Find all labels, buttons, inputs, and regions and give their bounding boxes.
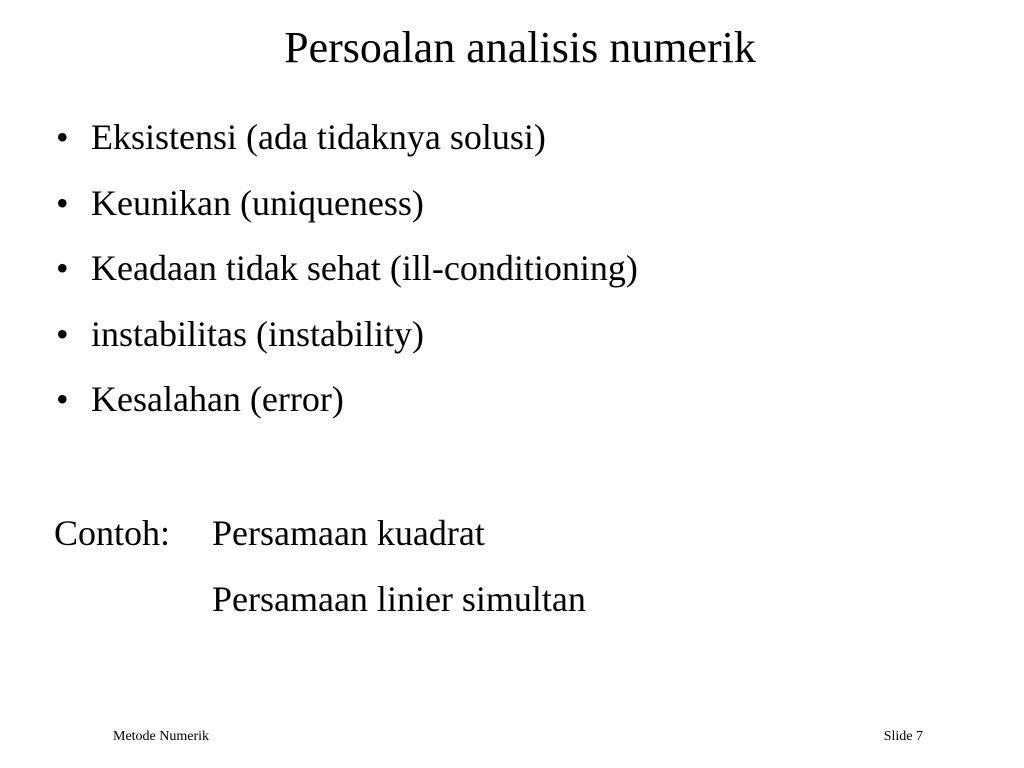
bullet-text: Kesalahan (error)	[91, 379, 344, 419]
example-item: Persamaan kuadrat	[212, 513, 485, 553]
example-item: Persamaan linier simultan	[212, 579, 586, 619]
bullet-item	[56, 367, 638, 433]
bullet-list	[56, 105, 638, 433]
example-label: Contoh:	[54, 513, 171, 553]
bullet-icon: •	[56, 313, 69, 354]
bullet-icon: •	[56, 182, 69, 223]
bullet-item	[56, 302, 638, 368]
footer-course-name: Metode Numerik	[113, 729, 210, 744]
bullet-item	[56, 236, 638, 302]
bullet-text: instabilitas (instability)	[91, 313, 424, 354]
bullet-icon: •	[56, 117, 69, 157]
bullet-item	[56, 105, 638, 171]
bullet-item	[56, 171, 638, 237]
footer-slide-number: Slide 7	[883, 729, 923, 744]
example-row	[54, 500, 586, 566]
bullet-icon: •	[56, 379, 69, 419]
example-block	[54, 500, 586, 632]
example-row	[54, 566, 586, 632]
bullet-text: Keunikan (uniqueness)	[91, 182, 424, 223]
bullet-text: Keadaan tidak sehat (ill-conditioning)	[91, 248, 638, 288]
slide-title: Persoalan analisis numerik	[284, 23, 756, 72]
bullet-icon: •	[56, 248, 69, 288]
bullet-text: Eksistensi (ada tidaknya solusi)	[91, 117, 546, 157]
